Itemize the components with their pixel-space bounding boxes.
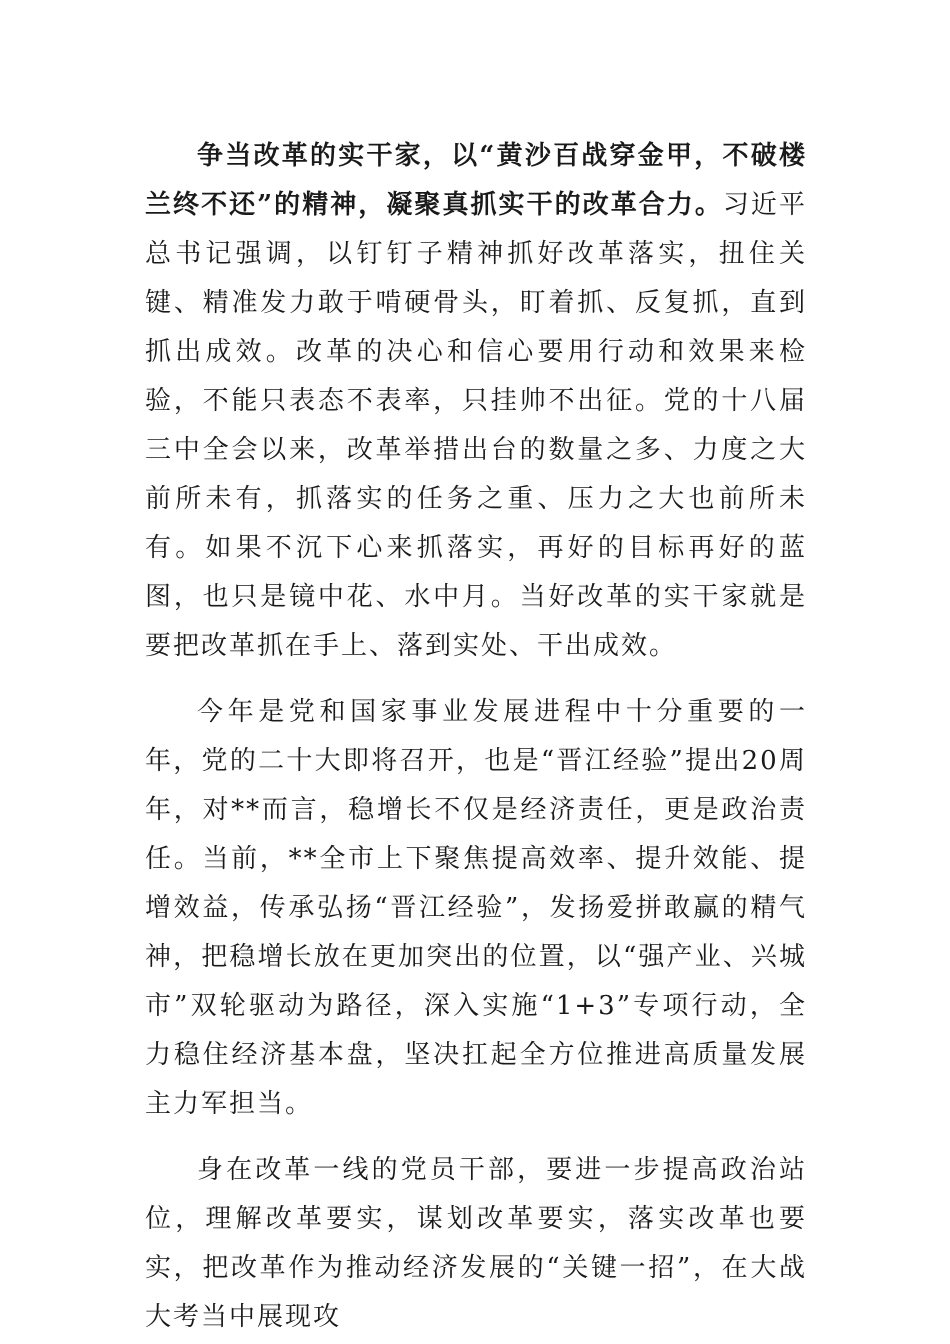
paragraph-2 bbox=[145, 688, 807, 1129]
paragraph-2-text: 今年是党和国家事业发展进程中十分重要的一年，党的二十大即将召开，也是“晋江经验”提出20周年，对**而言，稳增长不仅是经济责任，更是政治责任。当前，**全市上下聚焦提高效率、提升效能、提增效益，传承弘扬“晋江经验”，发扬爱拼敢赢的精气神，把稳增长放在更加突出的位置，以“强产业、兴城市”双轮驱动为路径，深入实施“1+3”专项行动，全力稳住经济基本盘，坚决扛起全方位推进高质量发展主力军担当。 bbox=[145, 697, 807, 1119]
paragraph-1-text: 习近平总书记强调，以钉钉子精神抓好改革落实，扭住关键、精准发力敢于啃硬骨头，盯着抓、反复抓，直到抓出成效。改革的决心和信心要用行动和效果来检验，不能只表态不表率，只挂帅不出征。党的十八届三中全会以来，改革举措出台的数量之多、力度之大前所未有，抓落实的任务之重、压力之大也前所未有。如果不沉下心来抓落实，再好的目标再好的蓝图，也只是镜中花、水中月。当好改革的实干家就是要把改革抓在手上、落到实处、干出成效。 bbox=[145, 190, 807, 661]
paragraph-1 bbox=[145, 132, 807, 671]
paragraph-3 bbox=[145, 1146, 807, 1342]
paragraph-1-lead: 争当改革的实干家，以“黄沙百战穿金甲，不破楼兰终不还”的精神，凝聚真抓实干的改革合力。 bbox=[145, 141, 807, 220]
paragraph-3-text: 身在改革一线的党员干部，要进一步提高政治站位，理解改革要实，谋划改革要实，落实改革也要实，把改革作为推动经济发展的“关键一招”，在大战大考当中展现攻 bbox=[145, 1155, 807, 1332]
document-body bbox=[145, 132, 807, 1342]
